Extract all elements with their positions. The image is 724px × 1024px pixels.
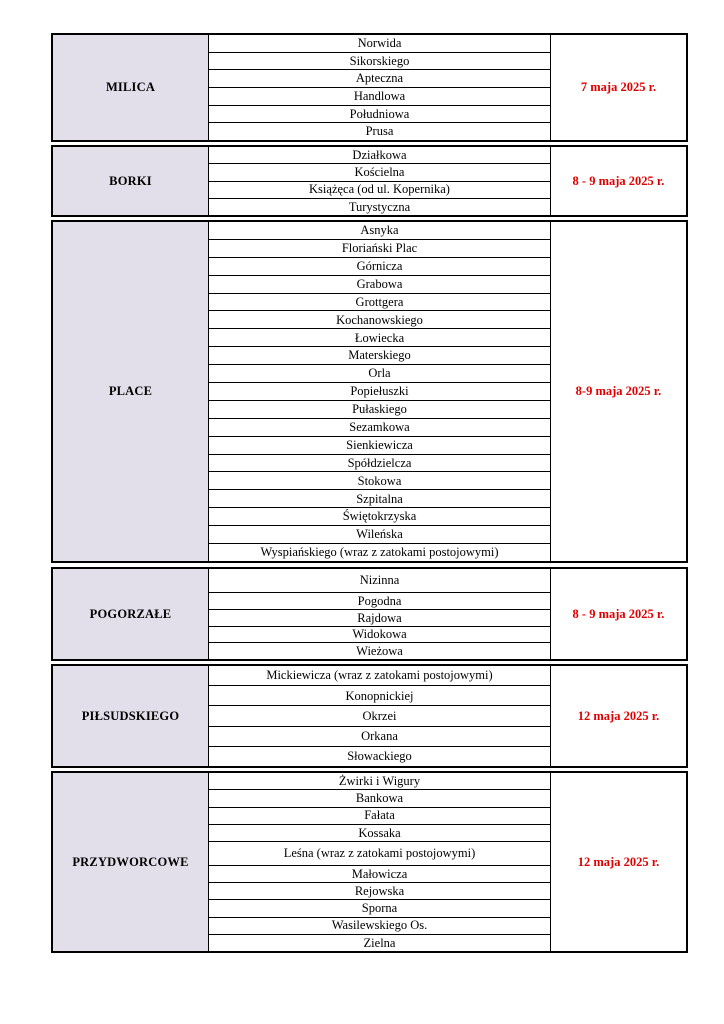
street-cell: Sikorskiego [209,53,550,71]
street-cell: Kościelna [209,164,550,181]
district-name: MILICA [53,35,209,140]
street-cell: Materskiego [209,347,550,365]
district-name: BORKI [53,147,209,215]
street-cell: Sezamkowa [209,419,550,437]
street-cell: Świętokrzyska [209,508,550,526]
street-cell: Konopnickiej [209,686,550,706]
street-cell: Wyspiańskiego (wraz z zatokami postojowymi) [260,545,499,560]
group-przydworcowe [51,771,688,953]
street-list [209,569,551,659]
street-list [209,222,551,561]
group-pogorzale [51,567,688,661]
collection-date: 7 maja 2025 r. [580,80,657,94]
street-list [209,773,551,951]
street-cell: Orla [209,365,550,383]
street-cell: Pułaskiego [209,401,550,419]
street-cell: Handlowa [209,88,550,106]
district-name: PIŁSUDSKIEGO [53,666,209,766]
district-name: POGORZAŁE [53,569,209,659]
district-name: PLACE [53,222,209,561]
street-cell: Widokowa [209,627,550,644]
collection-date: 8 - 9 maja 2025 r. [572,606,665,621]
street-cell: Prusa [365,124,394,139]
collection-date: 12 maja 2025 r. [577,708,660,723]
district-name: PRZYDWORCOWE [53,773,209,951]
street-cell: Spółdzielcza [209,455,550,473]
street-cell: Łowiecka [209,329,550,347]
street-cell: Apteczna [209,70,550,88]
street-cell: Okrzei [209,706,550,726]
street-cell: Książęca (od ul. Kopernika) [209,182,550,199]
street-cell: Pogodna [209,593,550,610]
collection-date: 8-9 maja 2025 r. [575,384,662,398]
street-cell: Rejowska [209,883,550,900]
street-cell: Norwida [209,35,550,53]
street-cell: Wileńska [209,526,550,544]
street-cell: Zielna [363,935,396,950]
street-cell: Kossaka [209,825,550,842]
street-cell: Sporna [209,900,550,917]
street-cell: Działkowa [209,147,550,164]
street-cell: Kochanowskiego [209,311,550,329]
street-cell: Leśna (wraz z zatokami postojowymi) [209,842,550,866]
street-cell: Orkana [209,727,550,747]
group-pilsudskiego [51,664,688,768]
group-borki [51,145,688,217]
street-cell: Grottgera [209,294,550,312]
street-cell: Asnyka [209,222,550,240]
street-cell: Sienkiewicza [209,437,550,455]
street-cell: Górnicza [209,258,550,276]
collection-date: 12 maja 2025 r. [577,854,660,869]
street-cell: Nizinna [209,569,550,593]
street-cell: Bankowa [209,790,550,807]
street-cell: Mickiewicza (wraz z zatokami postojowymi) [209,666,550,686]
street-cell: Floriański Plac [209,240,550,258]
street-cell: Fałata [209,808,550,825]
collection-date: 8 - 9 maja 2025 r. [572,173,665,188]
street-cell: Stokowa [209,472,550,490]
street-cell: Słowackiego [347,749,412,764]
street-cell: Turystyczna [348,199,411,214]
street-list [209,666,551,766]
street-cell: Popiełuszki [209,383,550,401]
street-list [209,35,551,140]
street-cell: Wasilewskiego Os. [209,918,550,935]
group-place [51,220,688,563]
street-cell: Żwirki i Wigury [209,773,550,790]
group-milica [51,33,688,142]
street-cell: Wieżowa [356,643,403,658]
street-cell: Szpitalna [209,490,550,508]
street-cell: Rajdowa [209,610,550,627]
street-list [209,147,551,215]
street-cell: Południowa [209,106,550,124]
street-cell: Małowicza [209,866,550,883]
street-cell: Grabowa [209,276,550,294]
